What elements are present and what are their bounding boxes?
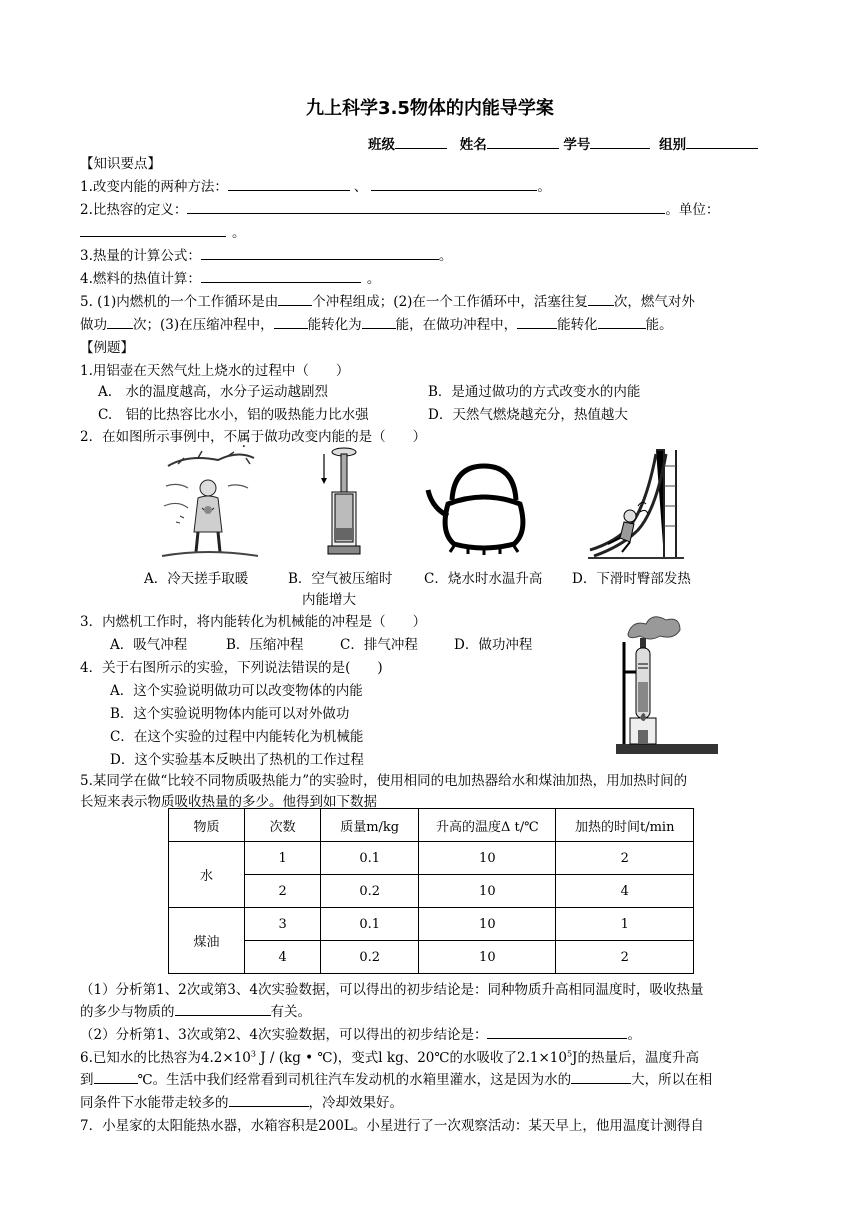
blank[interactable] (94, 1070, 138, 1084)
class-label: 班级 (368, 137, 395, 153)
table-header: 升高的温度Δ t/℃ (419, 809, 556, 842)
blank[interactable] (274, 315, 308, 329)
q4-option-d[interactable]: D．这个实验基本反映出了热机的工作过程 (110, 752, 364, 768)
table-header: 次数 (245, 809, 321, 842)
q2-caption-a[interactable]: A．冷天搓手取暖 (144, 571, 249, 587)
blank[interactable] (228, 177, 350, 191)
blank[interactable] (229, 1093, 309, 1107)
blank[interactable] (80, 223, 226, 237)
blank[interactable] (517, 315, 557, 329)
table-row (169, 875, 694, 908)
blank[interactable] (278, 292, 312, 306)
q3-option-b[interactable]: B．压缩冲程 (226, 637, 304, 653)
q6-line-2: 到 ℃。生活中我们经常看到司机往汽车发动机的水箱里灌水，这是因为水的 大，所以在相 (80, 1072, 713, 1088)
blank[interactable] (371, 177, 537, 191)
table-cell: 2 (556, 941, 694, 974)
class-blank[interactable] (395, 135, 447, 149)
id-label: 学号 (563, 137, 591, 153)
q1-option-b[interactable]: B．是通过做功的方式改变水的内能 (428, 384, 641, 400)
figure-air-compression-illustration (318, 446, 368, 562)
table-cell: 4 (245, 941, 321, 974)
name-blank[interactable] (487, 135, 559, 149)
examples-heading: 【例题】 (80, 340, 134, 356)
q2-stem: 2．在如图所示事例中，不属于做功改变内能的是（ ） (80, 425, 426, 445)
blank[interactable] (588, 292, 614, 306)
table-row (169, 908, 694, 941)
table-header-row (169, 809, 694, 842)
table-cell: 10 (419, 875, 556, 908)
table-header: 质量m/kg (321, 809, 419, 842)
knowledge-item-2-cont: 。 (80, 221, 246, 241)
knowledge-item-5: 5. (1)内燃机的一个工作循环是由 个冲程组成；(2)在一个工作循环中，活塞往复 次，燃气对外 (80, 294, 695, 310)
figure-kettle-illustration (424, 460, 544, 556)
q1-option-c[interactable]: C. 铝的比热容比水小，铝的吸热能力比水强 (98, 407, 369, 423)
q5-part-1: （1）分析第1、2次或第3、4次实验数据，可以得出的初步结论是：同种物质升高相同温度时，吸收热量 (80, 982, 704, 998)
figure-test-tube-experiment (614, 612, 726, 760)
table-cell: 0.2 (321, 941, 419, 974)
q2-caption-b[interactable]: B．空气被压缩时 (288, 571, 393, 587)
name-label: 姓名 (459, 137, 487, 153)
q5-part-1-cont: 的多少与物质的 有关。 (80, 1004, 311, 1020)
table-cell: 2 (556, 842, 694, 875)
blank[interactable] (175, 1002, 271, 1016)
group-label: 组别 (659, 137, 687, 153)
q3-option-c[interactable]: C．排气冲程 (340, 637, 418, 653)
blank[interactable] (201, 246, 439, 260)
q2-caption-d[interactable]: D．下滑时臀部发热 (572, 571, 691, 587)
q4-stem: 4．关于右图所示的实验，下列说法错误的是( ) (80, 660, 383, 676)
table-cell-substance: 水 (169, 842, 245, 908)
knowledge-item-5-cont: 做功 次；(3)在压缩冲程中， 能转化为 能，在做功冲程中， 能转化 能。 (80, 317, 673, 333)
blank[interactable] (187, 200, 665, 214)
id-blank[interactable] (590, 135, 650, 149)
q6-line-3: 同条件下水能带走较多的 ，冷却效果好。 (80, 1095, 403, 1111)
q2-caption-c[interactable]: C．烧水时水温升高 (424, 571, 543, 587)
table-cell-substance: 煤油 (169, 908, 245, 974)
knowledge-item-2: 2.比热容的定义： 。单位： (80, 202, 720, 218)
q3-option-a[interactable]: A．吸气冲程 (110, 637, 188, 653)
q4-option-b[interactable]: B．这个实验说明物体内能可以对外做功 (110, 706, 350, 722)
table-cell: 0.2 (321, 875, 419, 908)
q6-line-1: 6.已知水的比热容为$4.2\times 10^3$ J / (kg • ℃)，变式l kg、20℃的水吸收了$2.1\times 10^5J$的热量后，温度升高 (80, 1049, 699, 1066)
blank[interactable] (487, 1025, 627, 1039)
table-cell: 10 (419, 842, 556, 875)
experiment-data-table (168, 808, 694, 974)
q1-option-a[interactable]: A. 水的温度越高，水分子运动越剧烈 (98, 384, 329, 400)
blank[interactable] (571, 1070, 631, 1084)
student-info-line (368, 133, 758, 153)
table-row (169, 842, 694, 875)
table-cell: 2 (245, 875, 321, 908)
group-blank[interactable] (686, 135, 758, 149)
q4-option-a[interactable]: A．这个实验说明做功可以改变物体的内能 (110, 683, 363, 699)
table-cell: 4 (556, 875, 694, 908)
table-cell: 1 (245, 842, 321, 875)
blank[interactable] (201, 269, 361, 283)
table-header: 加热的时间t/min (556, 809, 694, 842)
knowledge-heading: 【知识要点】 (80, 156, 161, 172)
q7-line-1: 7．小星家的太阳能热水器，水箱容积是200L。小星进行了一次观察活动：某天早上，他用温度计测得自 (80, 1118, 704, 1134)
table-cell: 10 (419, 908, 556, 941)
table-cell: 0.1 (321, 908, 419, 941)
table-row (169, 941, 694, 974)
emphasis-text: 不属于 (223, 429, 265, 445)
page-title: 九上科学3.5物体的内能导学案 (306, 98, 554, 119)
knowledge-item-4: 4.燃料的热值计算： 。 (80, 271, 381, 287)
q4-option-c[interactable]: C．在这个实验的过程中内能转化为机械能 (110, 729, 364, 745)
q1-stem: 1.用铝壶在天然气灶上烧水的过程中（ ） (80, 363, 350, 379)
q5-stem-line-1: 5.某同学在做“比较不同物质吸热能力”的实验时，使用相同的电加热器给水和煤油加热，用加热时间的 (80, 773, 688, 789)
table-cell: 0.1 (321, 842, 419, 875)
blank[interactable] (362, 315, 396, 329)
q5-part-2: （2）分析第1、3次或第2、4次实验数据，可以得出的初步结论是： 。 (80, 1027, 641, 1043)
q1-option-d[interactable]: D．天然气燃烧越充分，热值越大 (428, 407, 628, 423)
knowledge-item-3: 3.热量的计算公式： 。 (80, 248, 453, 264)
figure-slide-illustration (586, 446, 686, 562)
q3-stem: 3．内燃机工作时，将内能转化为机械能的冲程是（ ） (80, 614, 427, 630)
table-cell: 1 (556, 908, 694, 941)
table-header: 物质 (169, 809, 245, 842)
q2-caption-b-cont: 内能增大 (302, 592, 356, 608)
table-cell: 10 (419, 941, 556, 974)
figure-rubbing-hands-illustration (158, 446, 262, 562)
table-cell: 3 (245, 908, 321, 941)
q3-option-d[interactable]: D．做功冲程 (454, 637, 533, 653)
knowledge-item-1: 1.改变内能的两种方法： 、 。 (80, 179, 551, 195)
q5-stem-line-2: 长短来表示物质吸收热量的多少。他得到如下数据 (80, 794, 377, 810)
blank[interactable] (107, 315, 133, 329)
blank[interactable] (598, 315, 646, 329)
